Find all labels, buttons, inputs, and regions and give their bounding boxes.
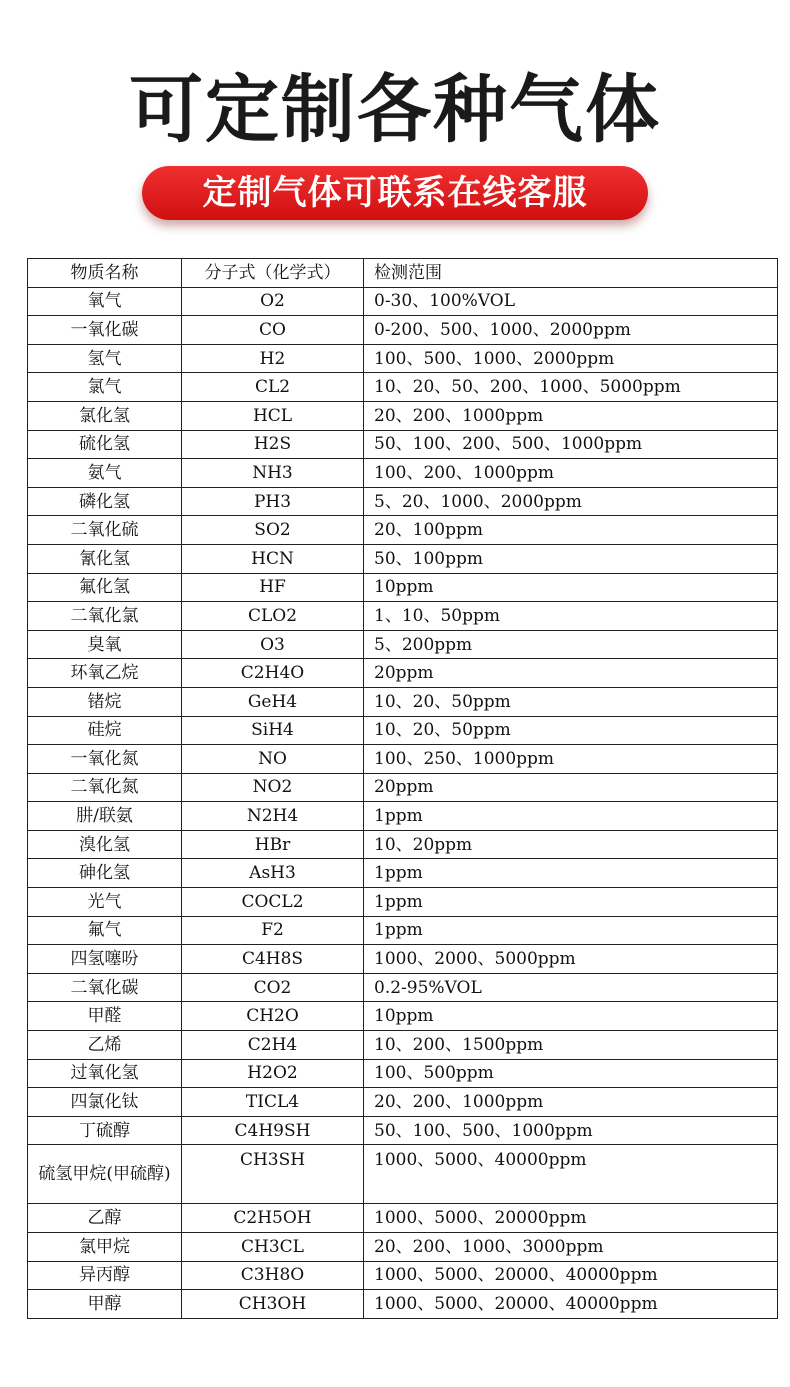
gas-formula-cell: O2 (182, 287, 364, 316)
table-row (28, 687, 778, 716)
table-row (28, 773, 778, 802)
gas-spec-table (27, 258, 778, 1319)
gas-range-cell: 1、10、50ppm (364, 602, 778, 631)
gas-range-cell: 1ppm (364, 916, 778, 945)
gas-range-cell: 1000、5000、20000、40000ppm (364, 1261, 778, 1290)
gas-range-cell: 10、200、1500ppm (364, 1031, 778, 1060)
header-name: 物质名称 (28, 259, 182, 288)
gas-name-cell: 一氧化碳 (28, 316, 182, 345)
gas-range-cell: 50、100、500、1000ppm (364, 1116, 778, 1145)
gas-name-cell: 甲醇 (28, 1290, 182, 1319)
table-row (28, 888, 778, 917)
table-header-row (28, 259, 778, 288)
table-row (28, 1116, 778, 1145)
table-row (28, 1031, 778, 1060)
gas-name-cell: 二氧化氯 (28, 602, 182, 631)
gas-name-cell: 氟化氢 (28, 573, 182, 602)
table-row (28, 630, 778, 659)
gas-name-cell: 二氧化碳 (28, 973, 182, 1002)
gas-range-cell: 1000、5000、20000ppm (364, 1204, 778, 1233)
gas-range-cell: 1ppm (364, 802, 778, 831)
table-row (28, 344, 778, 373)
table-row (28, 1059, 778, 1088)
gas-formula-cell: F2 (182, 916, 364, 945)
gas-formula-cell: NO2 (182, 773, 364, 802)
table-row (28, 1002, 778, 1031)
gas-name-cell: 氢气 (28, 344, 182, 373)
gas-range-cell: 10、20ppm (364, 830, 778, 859)
gas-name-cell: 锗烷 (28, 687, 182, 716)
gas-name-cell: 磷化氢 (28, 487, 182, 516)
table-row (28, 659, 778, 688)
gas-range-cell: 5、20、1000、2000ppm (364, 487, 778, 516)
gas-name-cell: 臭氧 (28, 630, 182, 659)
table-row (28, 1204, 778, 1233)
gas-formula-cell: COCL2 (182, 888, 364, 917)
gas-range-cell: 100、250、1000ppm (364, 745, 778, 774)
gas-formula-cell: C4H9SH (182, 1116, 364, 1145)
gas-formula-cell: NO (182, 745, 364, 774)
gas-formula-cell: CO2 (182, 973, 364, 1002)
gas-formula-cell: H2 (182, 344, 364, 373)
gas-formula-cell: HBr (182, 830, 364, 859)
gas-formula-cell: CH3OH (182, 1290, 364, 1319)
gas-range-cell: 5、200ppm (364, 630, 778, 659)
gas-name-cell: 肼/联氨 (28, 802, 182, 831)
gas-name-cell: 氧气 (28, 287, 182, 316)
gas-range-cell: 10ppm (364, 1002, 778, 1031)
table-row (28, 373, 778, 402)
table-row (28, 487, 778, 516)
gas-range-cell: 10、20、50ppm (364, 687, 778, 716)
gas-range-cell: 1ppm (364, 888, 778, 917)
gas-formula-cell: C2H4O (182, 659, 364, 688)
table-row (28, 459, 778, 488)
gas-formula-cell: H2O2 (182, 1059, 364, 1088)
gas-range-cell: 100、500、1000、2000ppm (364, 344, 778, 373)
gas-formula-cell: HCN (182, 544, 364, 573)
gas-formula-cell: H2S (182, 430, 364, 459)
gas-name-cell: 乙醇 (28, 1204, 182, 1233)
gas-formula-cell: C4H8S (182, 945, 364, 974)
gas-name-cell: 一氧化氮 (28, 745, 182, 774)
gas-range-cell: 20、100ppm (364, 516, 778, 545)
gas-name-cell: 二氧化氮 (28, 773, 182, 802)
table-row (28, 1145, 778, 1204)
gas-formula-cell: PH3 (182, 487, 364, 516)
gas-range-cell: 100、200、1000ppm (364, 459, 778, 488)
gas-range-cell: 1ppm (364, 859, 778, 888)
gas-range-cell: 10ppm (364, 573, 778, 602)
table-row (28, 1233, 778, 1262)
table-body (28, 287, 778, 1318)
table-row (28, 573, 778, 602)
table-row (28, 973, 778, 1002)
gas-name-cell: 四氯化钛 (28, 1088, 182, 1117)
gas-name-cell: 甲醛 (28, 1002, 182, 1031)
table-row (28, 916, 778, 945)
gas-formula-cell: SO2 (182, 516, 364, 545)
gas-range-cell: 100、500ppm (364, 1059, 778, 1088)
gas-formula-cell: N2H4 (182, 802, 364, 831)
table-row (28, 287, 778, 316)
gas-name-cell: 环氧乙烷 (28, 659, 182, 688)
gas-range-cell: 10、20、50、200、1000、5000ppm (364, 373, 778, 402)
gas-range-cell: 20、200、1000ppm (364, 1088, 778, 1117)
table-row (28, 544, 778, 573)
gas-name-cell: 硫化氢 (28, 430, 182, 459)
page-title: 可定制各种气体 (129, 67, 661, 153)
gas-range-cell: 0-30、100%VOL (364, 287, 778, 316)
gas-range-cell: 20、200、1000、3000ppm (364, 1233, 778, 1262)
gas-formula-cell: NH3 (182, 459, 364, 488)
gas-range-cell: 20ppm (364, 773, 778, 802)
table-row (28, 316, 778, 345)
gas-formula-cell: SiH4 (182, 716, 364, 745)
table-row (28, 401, 778, 430)
gas-formula-cell: CLO2 (182, 602, 364, 631)
gas-range-cell: 50、100、200、500、1000ppm (364, 430, 778, 459)
header-formula: 分子式（化学式） (182, 259, 364, 288)
gas-formula-cell: AsH3 (182, 859, 364, 888)
gas-name-cell: 乙烯 (28, 1031, 182, 1060)
table-row (28, 716, 778, 745)
gas-name-cell: 溴化氢 (28, 830, 182, 859)
gas-range-cell: 10、20、50ppm (364, 716, 778, 745)
gas-name-cell: 过氧化氢 (28, 1059, 182, 1088)
gas-formula-cell: C2H5OH (182, 1204, 364, 1233)
gas-formula-cell: GeH4 (182, 687, 364, 716)
gas-name-cell: 丁硫醇 (28, 1116, 182, 1145)
gas-formula-cell: CH2O (182, 1002, 364, 1031)
gas-name-cell: 氨气 (28, 459, 182, 488)
gas-formula-cell: CL2 (182, 373, 364, 402)
gas-formula-cell: HCL (182, 401, 364, 430)
contact-banner: 定制气体可联系在线客服 (142, 166, 648, 220)
gas-range-cell: 1000、5000、20000、40000ppm (364, 1290, 778, 1319)
gas-range-cell: 0-200、500、1000、2000ppm (364, 316, 778, 345)
table-row (28, 859, 778, 888)
gas-name-cell: 氯气 (28, 373, 182, 402)
table-row (28, 430, 778, 459)
table-row (28, 1290, 778, 1319)
table-row (28, 945, 778, 974)
gas-name-cell: 氟气 (28, 916, 182, 945)
header-range: 检测范围 (364, 259, 778, 288)
table-row (28, 802, 778, 831)
gas-name-cell: 二氧化硫 (28, 516, 182, 545)
gas-range-cell: 1000、2000、5000ppm (364, 945, 778, 974)
gas-name-cell: 硅烷 (28, 716, 182, 745)
gas-formula-cell: HF (182, 573, 364, 602)
gas-name-cell: 氯甲烷 (28, 1233, 182, 1262)
gas-name-cell: 四氢噻吩 (28, 945, 182, 974)
gas-name-cell: 异丙醇 (28, 1261, 182, 1290)
gas-formula-cell: CH3SH (182, 1145, 364, 1204)
table-row (28, 830, 778, 859)
gas-formula-cell: C3H8O (182, 1261, 364, 1290)
table-row (28, 516, 778, 545)
gas-name-cell: 砷化氢 (28, 859, 182, 888)
gas-formula-cell: CH3CL (182, 1233, 364, 1262)
gas-formula-cell: CO (182, 316, 364, 345)
gas-name-cell: 氰化氢 (28, 544, 182, 573)
gas-range-cell: 20ppm (364, 659, 778, 688)
gas-formula-cell: O3 (182, 630, 364, 659)
gas-range-cell: 20、200、1000ppm (364, 401, 778, 430)
gas-name-cell: 氯化氢 (28, 401, 182, 430)
gas-range-cell: 50、100ppm (364, 544, 778, 573)
gas-range-cell: 1000、5000、40000ppm (364, 1145, 778, 1204)
gas-formula-cell: TICL4 (182, 1088, 364, 1117)
table-row (28, 1261, 778, 1290)
gas-range-cell: 0.2-95%VOL (364, 973, 778, 1002)
table-row (28, 1088, 778, 1117)
gas-name-cell: 光气 (28, 888, 182, 917)
gas-name-cell: 硫氢甲烷(甲硫醇) (28, 1145, 182, 1204)
table-row (28, 745, 778, 774)
gas-formula-cell: C2H4 (182, 1031, 364, 1060)
table-row (28, 602, 778, 631)
